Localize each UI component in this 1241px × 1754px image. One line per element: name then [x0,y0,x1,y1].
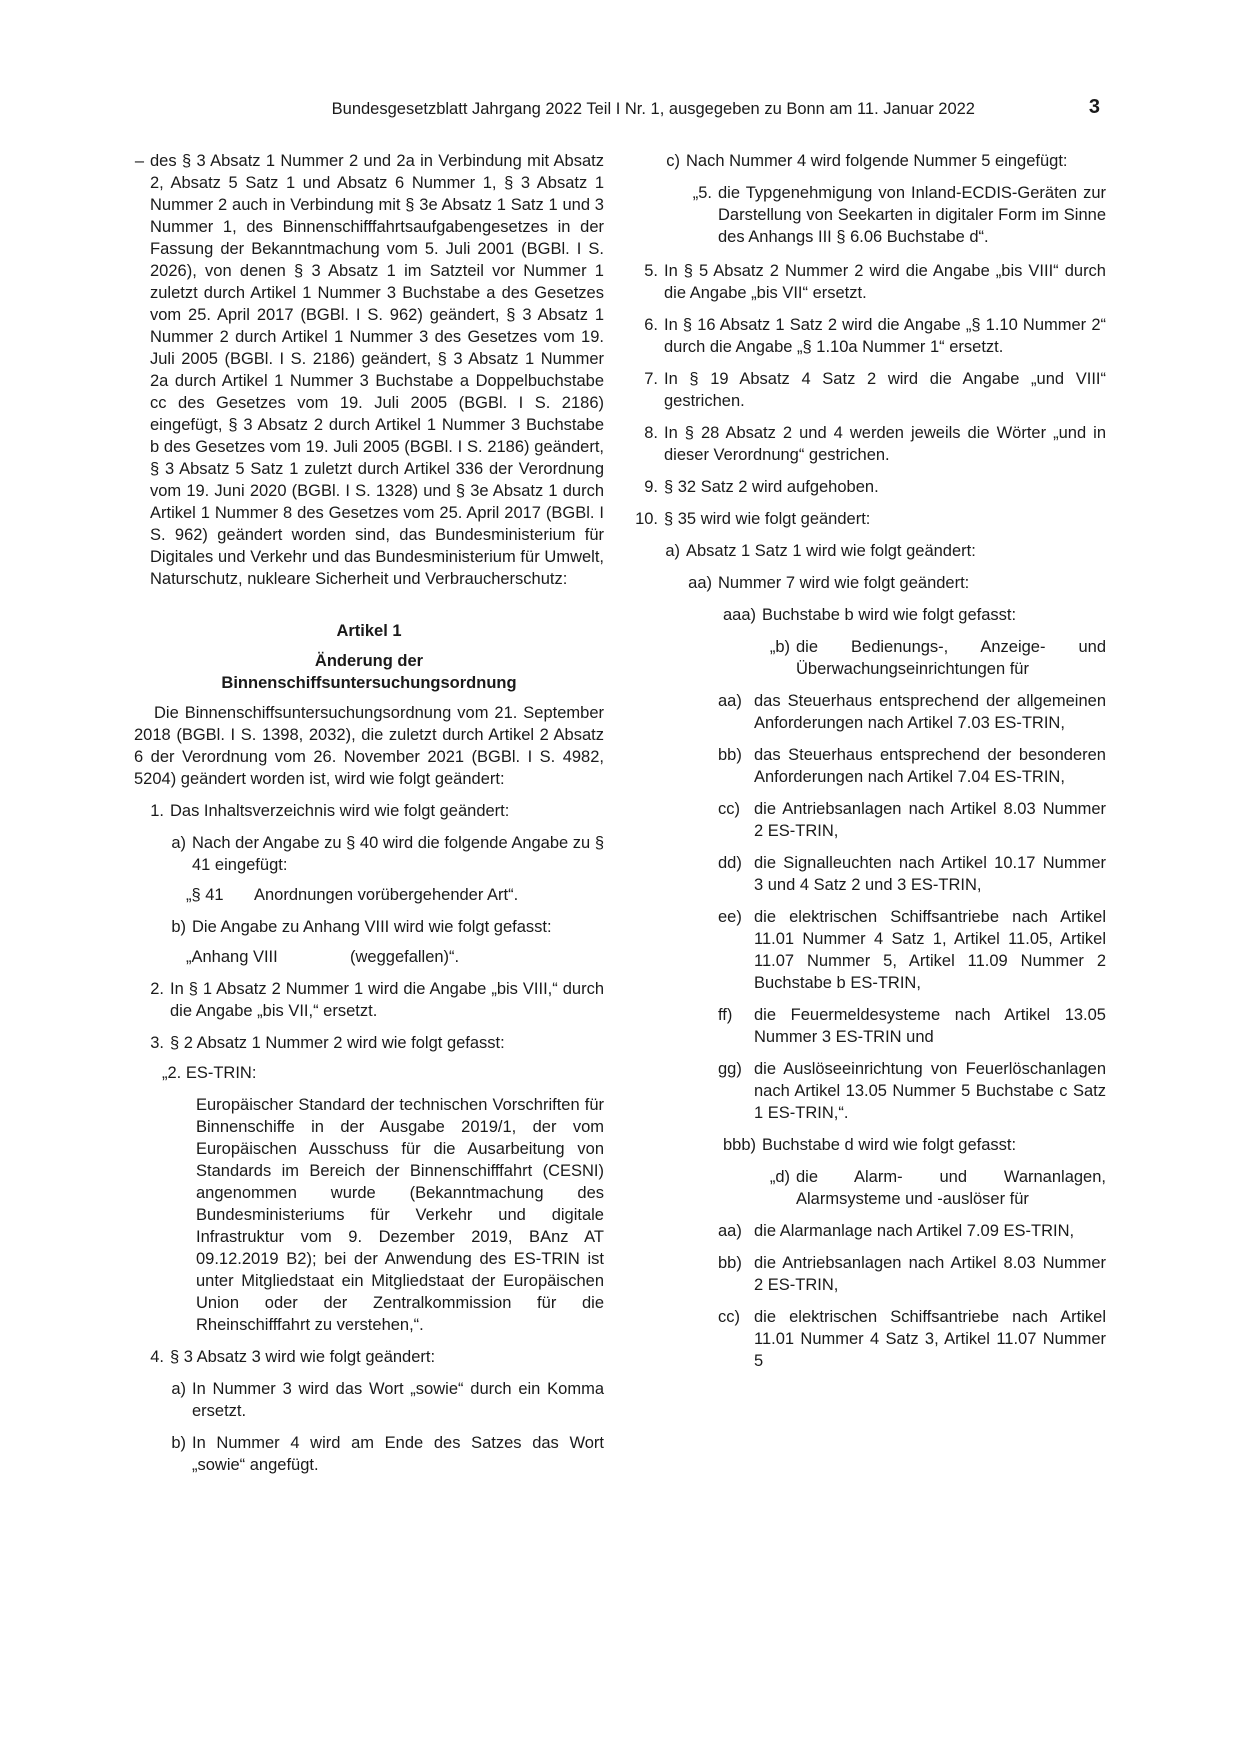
item-label: bbb) [722,1136,756,1154]
running-title: Bundesgesetzblatt Jahrgang 2022 Teil I Nr. 1, ausgegeben zu Bonn am 11. Januar 2022 [331,100,975,118]
list-item [628,604,1106,626]
quoted-letter-b [628,636,1106,680]
list-item [134,1346,604,1368]
running-header [0,96,1241,126]
item-text: Nummer 7 wird wie folgt geändert: [718,574,970,592]
quote-text: (weggefallen)“. [350,948,460,966]
item-text: die Feuermeldesysteme nach Artikel 13.05 Nummer 3 ES-TRIN und [754,1006,1106,1046]
item-label: a) [665,542,680,560]
item-text: Die Angabe zu Anhang VIII wird wie folgt gefasst: [192,918,552,936]
item-text: Nach Nummer 4 wird folgende Nummer 5 eingefügt: [686,152,1068,170]
item-label: cc) [718,800,740,818]
dash-label: – [134,152,144,170]
item-label: b) [171,918,186,936]
list-item [628,1220,1106,1242]
list-item [628,476,1106,498]
quote-label: „Anhang VIII [186,948,278,966]
item-label: bb) [718,1254,742,1272]
item-text: § 32 Satz 2 wird aufgehoben. [664,478,879,496]
item-text: Das Inhaltsverzeichnis wird wie folgt geändert: [170,802,510,820]
quoted-letter-b-items [628,690,1106,1124]
article-intro: Die Binnenschiffsuntersuchungsordnung vom 21. September 2018 (BGBl. I S. 1398, 2032), die zuletzt durch Artikel 2 Absatz 6 der Verordnung vom 26. November 2021 (BGBl. I S. 4982, 5204) geändert worden ist, wird wie folgt geändert: [134,704,604,788]
item-text: In Nummer 3 wird das Wort „sowie“ durch ein Komma ersetzt. [192,1380,604,1420]
quoted-definition-text: Europäischer Standard der technischen Vorschriften für Binnenschiffe in der Ausgabe 2019/1, der vom Europäischen Ausschuss für die Ausarbeitung von Standards im Bereich der Binnenschifffahrt (CESNI) angenommen wurde (Bekanntmachung des Bundesministeriums für Verkehr und digitale Infrastruktur vom 9. Dezember 2019, BAnz AT 09.12.2019 B2); bei der Anwendung des ES-TRIN ist unter Mitgliedstaat ein Mitgliedstaat der Europäischen Union oder der Zentralkommission für die Rheinschifffahrt zu verstehen,“. [196,1096,604,1334]
list-item [134,1432,604,1476]
item-label: 3. [150,1034,164,1052]
item-text: die Alarmanlage nach Artikel 7.09 ES-TRIN, [754,1222,1075,1240]
item-label: 8. [644,424,658,442]
quote-label: „d) [769,1168,790,1186]
list-item [628,1058,1106,1124]
item-text: das Steuerhaus entsprechend der besonderen Anforderungen nach Artikel 7.04 ES-TRIN, [754,746,1106,786]
list-item [628,314,1106,358]
quote-text: die Alarm- und Warnanlagen, Alarmsysteme und -auslöser für [796,1168,1106,1208]
list-item [628,744,1106,788]
item-text: Nach der Angabe zu § 40 wird die folgende Angabe zu § 41 eingefügt: [192,834,604,874]
list-item [628,852,1106,896]
list-item [134,832,604,876]
list-item [628,690,1106,734]
quoted-insertion [628,182,1106,248]
item-label: 10. [635,510,658,528]
quote-label: „§ 41 [186,886,224,904]
quoted-letter-d-items [628,1220,1106,1372]
item-label: 4. [150,1348,164,1366]
list-item [134,1378,604,1422]
list-item [628,368,1106,412]
item-text: § 2 Absatz 1 Nummer 2 wird wie folgt gefasst: [170,1034,505,1052]
article-title: Artikel 1 [336,622,402,640]
item-label: 7. [644,370,658,388]
list-item [628,572,1106,594]
item-text: In § 5 Absatz 2 Nummer 2 wird die Angabe „bis VIII“ durch die Angabe „bis VII“ ersetzt. [664,262,1106,302]
item-text: die Signalleuchten nach Artikel 10.17 Nummer 3 und 4 Satz 2 und 3 ES-TRIN, [754,854,1106,894]
article-heading-line-2: Binnenschiffsuntersuchungsordnung [221,674,517,692]
item-text: die Antriebsanlagen nach Artikel 8.03 Nummer 2 ES-TRIN, [754,800,1106,840]
item-text: die elektrischen Schiffsantriebe nach Artikel 11.01 Nummer 4 Satz 1, Artikel 11.05, Artikel 11.07 Nummer 5, Artikel 11.09 Nummer 2 Buchstabe b ES-TRIN, [754,908,1106,992]
list-item [134,916,604,938]
quoted-insertion [186,946,604,968]
quote-text: die Typgenehmigung von Inland-ECDIS-Geräten zur Darstellung von Seekarten in digitaler Form im Sinne des Anhangs III § 6.06 Buchstabe d“. [718,184,1106,246]
list-item [134,800,604,822]
item-text: Buchstabe b wird wie folgt gefasst: [762,606,1017,624]
item-text: die Auslöseeinrichtung von Feuerlöschanlagen nach Artikel 13.05 Nummer 5 Buchstabe c Satz 1 ES-TRIN,“. [754,1060,1106,1122]
quote-text: Anordnungen vorübergehender Art“. [254,886,519,904]
right-column [628,150,1106,1382]
item-label: 6. [644,316,658,334]
list-item [134,1032,604,1054]
list-item [628,798,1106,842]
page-number: 3 [1088,96,1100,118]
item-label: gg) [718,1060,742,1078]
item-label: ee) [718,908,742,926]
quoted-letter-d [628,1166,1106,1210]
item-label: aa) [718,1222,742,1240]
item-text: Buchstabe d wird wie folgt gefasst: [762,1136,1017,1154]
item-text: das Steuerhaus entsprechend der allgemeinen Anforderungen nach Artikel 7.03 ES-TRIN, [754,692,1106,732]
item-text: die elektrischen Schiffsantriebe nach Artikel 11.01 Nummer 4 Satz 3, Artikel 11.07 Nummer 5 [754,1308,1106,1370]
item-text: § 35 wird wie folgt geändert: [664,510,871,528]
list-item [628,422,1106,466]
item-text: § 3 Absatz 3 wird wie folgt geändert: [170,1348,436,1366]
list-item [628,508,1106,530]
item-text: Absatz 1 Satz 1 wird wie folgt geändert: [686,542,976,560]
list-item [628,1004,1106,1048]
item-text: die Antriebsanlagen nach Artikel 8.03 Nummer 2 ES-TRIN, [754,1254,1106,1294]
item-label: 5. [644,262,658,280]
quoted-definition-head: „2. ES-TRIN: [162,1064,257,1082]
quote-text: die Bedienungs-, Anzeige- und Überwachungseinrichtungen für [796,638,1106,678]
item-label: 2. [150,980,164,998]
list-item [134,978,604,1022]
list-item [628,150,1106,172]
list-item [628,906,1106,994]
left-column [134,150,604,1486]
item-label: bb) [718,746,742,764]
list-item [628,1252,1106,1296]
item-text: In § 1 Absatz 2 Nummer 1 wird die Angabe „bis VIII,“ durch die Angabe „bis VII,“ ersetzt. [170,980,604,1020]
list-item [628,1134,1106,1156]
item-text: In § 28 Absatz 2 und 4 werden jeweils die Wörter „und in dieser Verordnung“ gestrichen. [664,424,1106,464]
quoted-insertion [186,884,604,906]
item-label: aa) [688,574,712,592]
item-label: 1. [150,802,164,820]
item-label: dd) [718,854,742,872]
list-item [628,1306,1106,1372]
quote-label: „5. [692,184,712,202]
quoted-definition [134,1094,604,1336]
item-label: cc) [718,1308,740,1326]
item-text: In Nummer 4 wird am Ende des Satzes das Wort „sowie“ angefügt. [192,1434,604,1474]
enabling-clause [134,150,604,590]
list-item [628,260,1106,304]
item-label: b) [171,1434,186,1452]
item-label: aa) [718,692,742,710]
item-label: a) [171,1380,186,1398]
enabling-clause-text: des § 3 Absatz 1 Nummer 2 und 2a in Verbindung mit Absatz 2, Absatz 5 Satz 1 und Absatz 6 Nummer 1, § 3 Absatz 1 Nummer 2 auch in Verbindung mit § 3e Absatz 1 Satz 1 und 3 Nummer 1, des Binnenschifffahrtsaufgabengesetzes in der Fassung der Bekanntmachung vom 5. Juli 2001 (BGBl. I S. 2026), von denen § 3 Absatz 1 im Satzteil vor Nummer 1 zuletzt durch Artikel 1 Nummer 3 Buchstabe a des Gesetzes vom 25. April 2017 (BGBl. I S. 962) geändert, § 3 Absatz 1 Nummer 2 durch Artikel 1 Nummer 3 des Gesetzes vom 19. Juli 2005 (BGBl. I S. 2186) geändert, § 3 Absatz 1 Nummer 2a durch Artikel 1 Nummer 3 Buchstabe a Doppelbuchstabe cc des Gesetzes vom 19. Juli 2005 (BGBl. I S. 2186) eingefügt, § 3 Absatz 2 durch Artikel 1 Nummer 3 Buchstabe b des Gesetzes vom 19. Juli 2005 (BGBl. I S. 2186) geändert, § 3 Absatz 5 Satz 1 zuletzt durch Artikel 336 der Verordnung vom 19. Juni 2020 (BGBl. I S. 1328) und § 3e Absatz 1 durch Artikel 1 Nummer 8 des Gesetzes vom 25. April 2017 (BGBl. I S. 962) geändert worden sind, das Bundesministerium für Digitales und Verkehr und das Bundesministerium für Umwelt, Naturschutz, nukleare Sicherheit und Verbraucherschutz: [150,152,604,588]
item-label: a) [171,834,186,852]
article-heading-line-1: Änderung der [314,652,424,670]
item-label: aaa) [722,606,756,624]
list-item [628,540,1106,562]
item-label: ff) [718,1006,733,1024]
quote-label: „b) [769,638,790,656]
item-label: c) [666,152,680,170]
item-text: In § 16 Absatz 1 Satz 2 wird die Angabe „§ 1.10 Nummer 2“ durch die Angabe „§ 1.10a Nummer 1“ ersetzt. [664,316,1106,356]
item-label: 9. [644,478,658,496]
item-text: In § 19 Absatz 4 Satz 2 wird die Angabe „und VIII“ gestrichen. [664,370,1106,410]
